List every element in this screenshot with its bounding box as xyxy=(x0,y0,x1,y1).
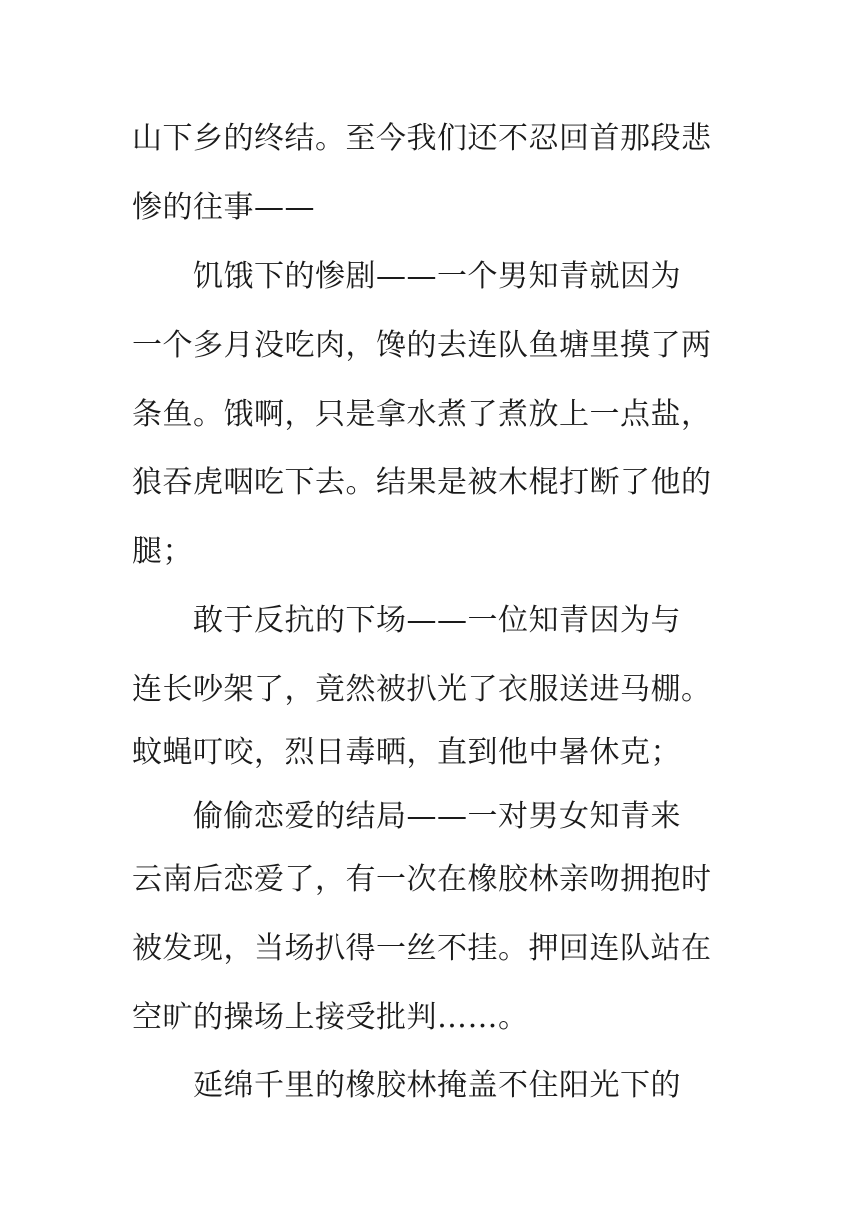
paragraph-start-line: 延绵千里的橡胶林掩盖不住阳光下的 xyxy=(193,1068,681,1103)
text-line: 空旷的操场上接受批判……。 xyxy=(132,1000,529,1035)
paragraph-start-line: 偷偷恋爱的结局——一对男女知青来 xyxy=(193,799,681,834)
text-line: 一个多月没吃肉，馋的去连队鱼塘里摸了两 xyxy=(132,328,712,363)
text-line: 蚊蝇叮咬，烈日毒晒，直到他中暑休克； xyxy=(132,735,681,770)
text-line: 云南后恋爱了，有一次在橡胶林亲吻拥抱时 xyxy=(132,862,712,897)
text-line: 条鱼。饿啊，只是拿水煮了煮放上一点盐， xyxy=(132,397,712,432)
paragraph-start-line: 饥饿下的惨剧——一个男知青就因为 xyxy=(193,259,681,294)
text-line: 连长吵架了，竟然被扒光了衣服送进马棚。 xyxy=(132,672,712,707)
text-line: 惨的往事—— xyxy=(132,190,315,225)
text-line: 狼吞虎咽吃下去。结果是被木棍打断了他的 xyxy=(132,465,712,500)
text-line: 腿； xyxy=(132,534,193,569)
text-line: 山下乡的终结。至今我们还不忍回首那段悲 xyxy=(132,121,712,156)
paragraph-start-line: 敢于反抗的下场——一位知青因为与 xyxy=(193,603,681,638)
text-line: 被发现，当场扒得一丝不挂。押回连队站在 xyxy=(132,931,712,966)
